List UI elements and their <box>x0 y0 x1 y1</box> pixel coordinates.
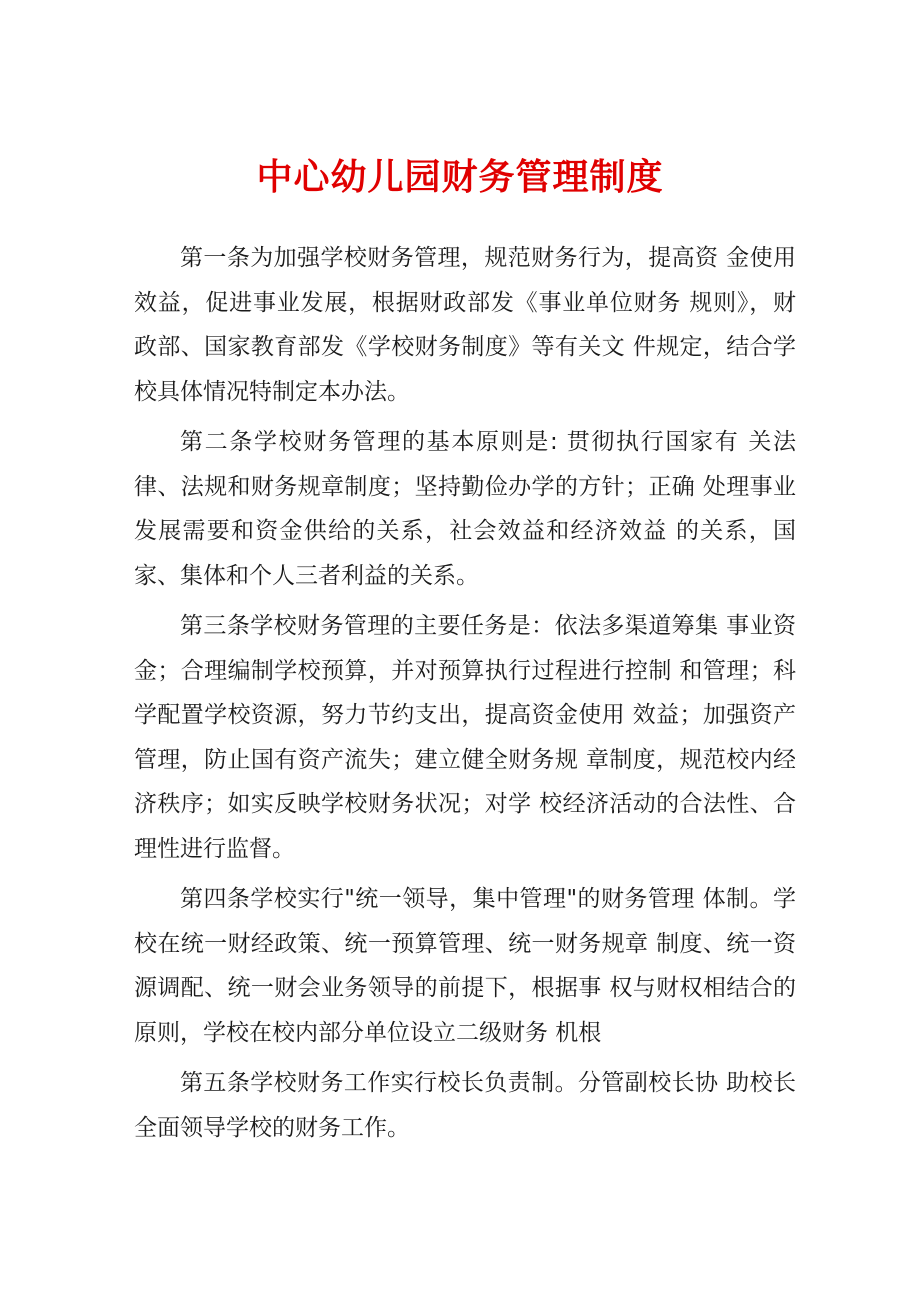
paragraph-article-3: 第三条学校财务管理的主要任务是：依法多渠道筹集 事业资金；合理编制学校预算，并对预算执行过程进行控制 和管理；科学配置学校资源，努力节约支出，提高资金使用 效益；加强资产管理，防止国有资产流失；建立健全财务规 章制度，规范校内经济秩序；如实反映学校财务状况；对学 校经济活动的合法性、合理性进行监督。 <box>134 613 796 862</box>
document-title: 中心幼儿园财务管理制度 <box>256 157 664 199</box>
paragraph-article-5: 第五条学校财务工作实行校长负责制。分管副校长协 助校长全面领导学校的财务工作。 <box>134 1070 796 1141</box>
paragraph-article-1: 第一条为加强学校财务管理，规范财务行为，提高资 金使用效益，促进事业发展，根据财政部发《事业单位财务 规则》，财政部、国家教育部发《学校财务制度》等有关文 件规定，结合学校具体情况特制定本办法。 <box>134 245 796 405</box>
paragraph-article-2: 第二条学校财务管理的基本原则是: 贯彻执行国家有 关法律、法规和财务规章制度；坚持勤俭办学的方针；正确 处理事业发展需要和资金供给的关系，社会效益和经济效益 的关系，国家、集体和个人三者利益的关系。 <box>134 429 796 589</box>
paragraph-article-4: 第四条学校实行"统一领导，集中管理"的财务管理 体制。学校在统一财经政策、统一预算管理、统一财务规章 制度、统一资源调配、统一财会业务领导的前提下，根据事 权与财权相结合的原则，学校在校内部分单位设立二级财务 机根 <box>134 886 796 1046</box>
document-body <box>134 236 796 1156</box>
